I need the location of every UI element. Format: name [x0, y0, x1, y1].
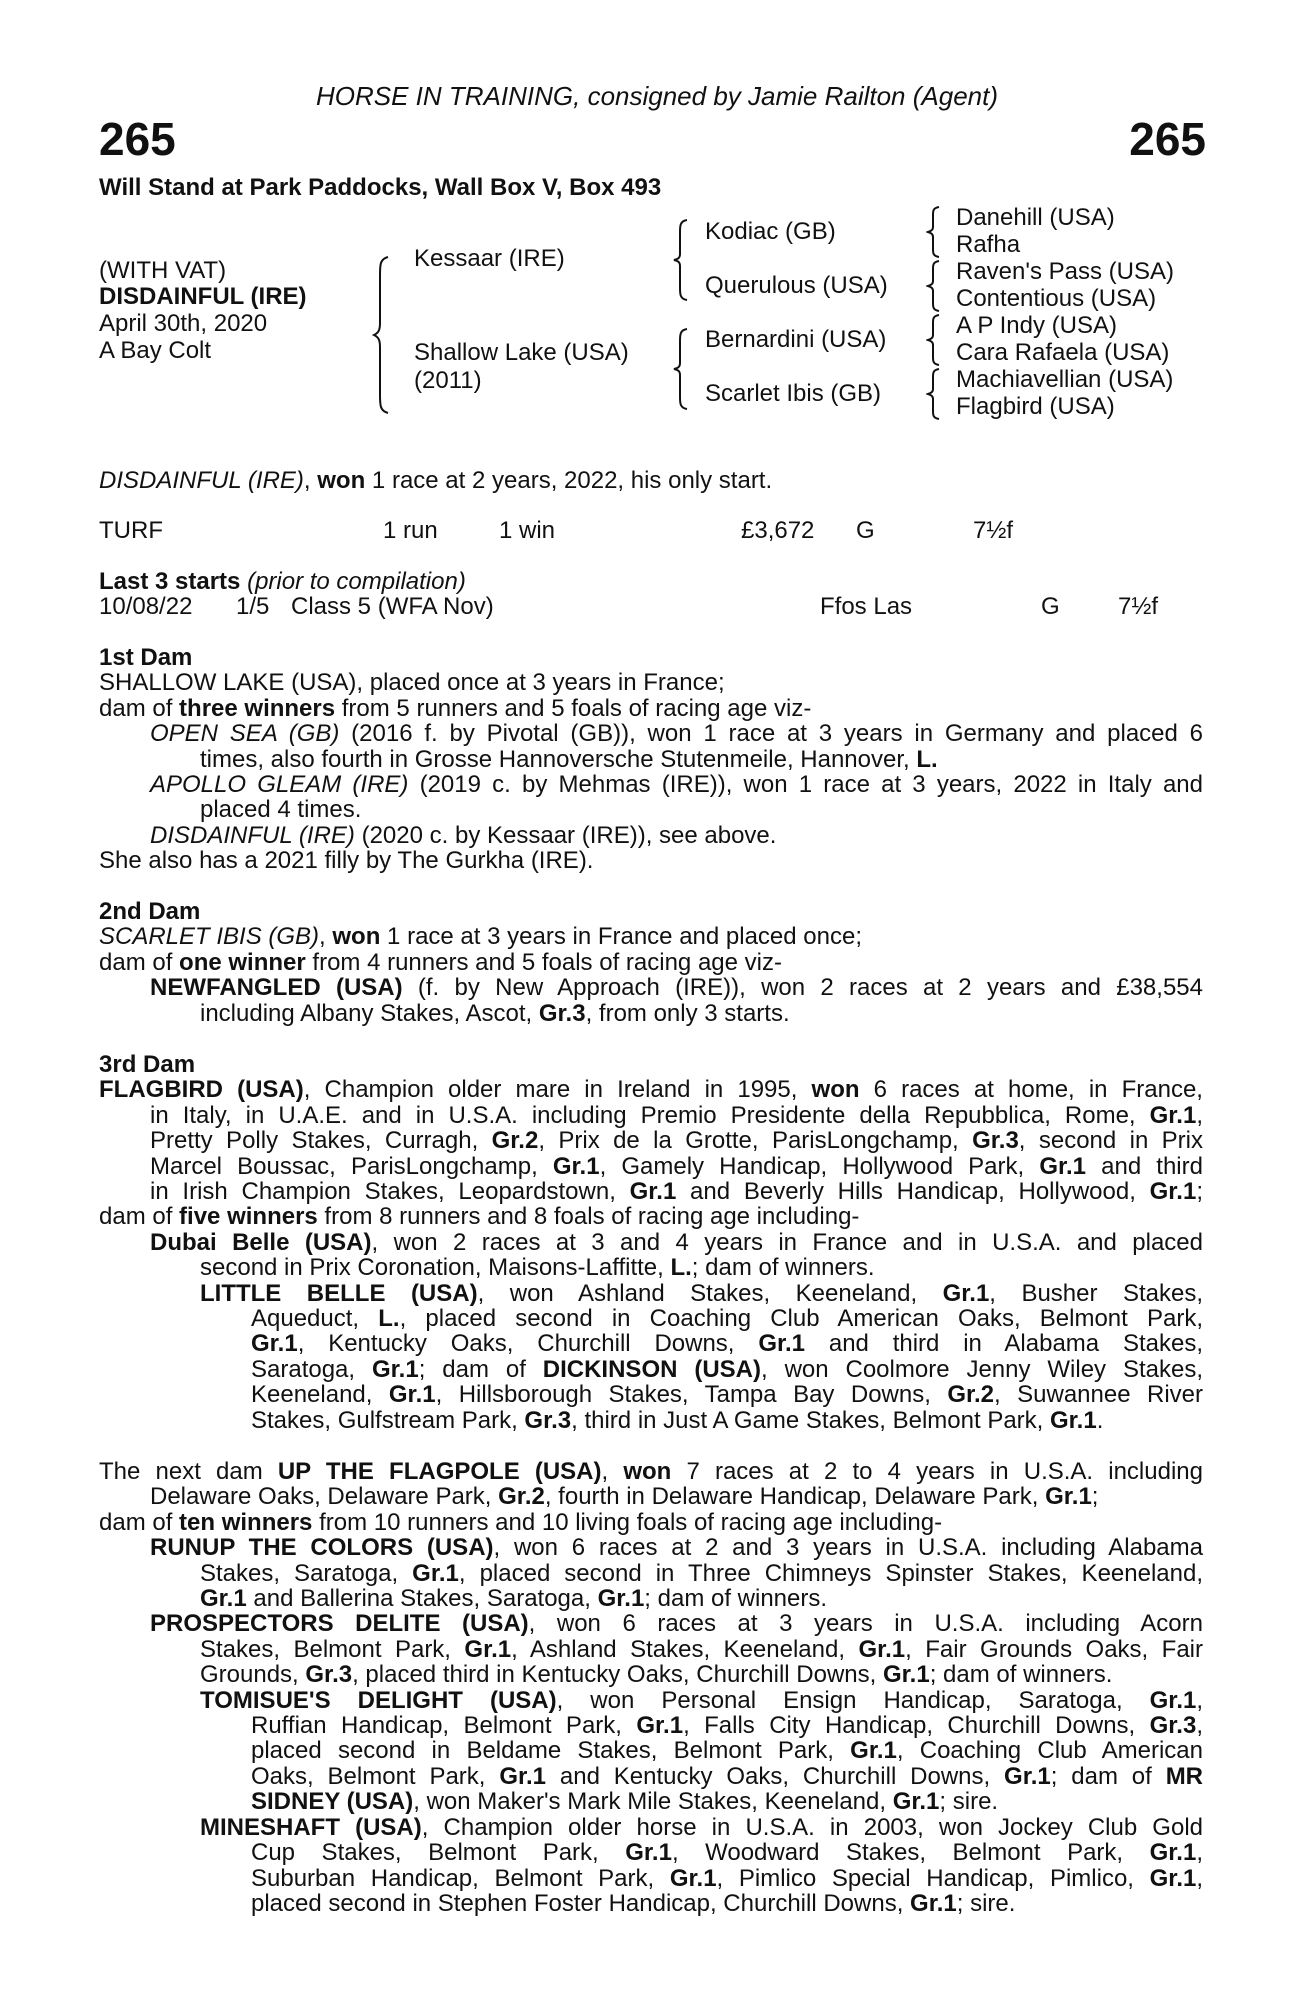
- record-prize: £3,672: [741, 517, 815, 544]
- first-dam-line: She also has a 2021 filly by The Gurkha (IRE).: [99, 847, 594, 875]
- brace-sire-parents: [672, 218, 690, 302]
- third-dam-line: Gr.1, Kentucky Oaks, Churchill Downs, Gr.1 and third in Alabama Stakes,: [251, 1330, 1204, 1358]
- gp-dsd: Cara Rafaela (USA): [956, 339, 1170, 366]
- sire-dam: Querulous (USA): [705, 272, 888, 299]
- third-dam-line: Saratoga, Gr.1; dam of DICKINSON (USA), won Coolmore Jenny Wiley Stakes,: [251, 1355, 1203, 1383]
- next-dam-line: The next dam UP THE FLAGPOLE (USA), won 7 races at 2 to 4 years in U.S.A. including: [99, 1458, 1203, 1485]
- gp-sdd: Contentious (USA): [956, 285, 1157, 312]
- next-dam-line: Stakes, Belmont Park, Gr.1, Ashland Stakes, Keeneland, Gr.1, Fair Grounds Oaks, Fair: [200, 1635, 1203, 1663]
- first-dam-line: dam of three winners from 5 runners and 5 foals of racing age viz-: [99, 694, 812, 722]
- horse-description: A Bay Colt: [99, 337, 212, 364]
- first-dam-line: OPEN SEA (GB) (2016 f. by Pivotal (GB)), won 1 race at 3 years in Germany and placed 6: [150, 720, 1203, 748]
- first-dam-line: SHALLOW LAKE (USA), placed once at 3 years in France;: [99, 669, 725, 697]
- third-dam-line: Stakes, Gulfstream Park, Gr.3, third in Just A Game Stakes, Belmont Park, Gr.1.: [251, 1406, 1104, 1434]
- second-dam-line: NEWFANGLED (USA) (f. by New Approach (IRE)), won 2 races at 2 years and £38,554: [150, 974, 1203, 1002]
- next-dam-line: placed second in Beldame Stakes, Belmont Park, Gr.1, Coaching Club American: [251, 1737, 1203, 1765]
- dam-year: (2011): [414, 367, 482, 394]
- brace-dam-parents: [672, 327, 690, 411]
- next-dam-line: Delaware Oaks, Delaware Park, Gr.2, fourth in Delaware Handicap, Delaware Park, Gr.1;: [150, 1483, 1099, 1511]
- next-dam-line: Oaks, Belmont Park, Gr.1 and Kentucky Oaks, Churchill Downs, Gr.1; dam of MR: [251, 1762, 1204, 1790]
- consignment-heading: HORSE IN TRAINING, consigned by Jamie Railton (Agent): [315, 81, 999, 111]
- third-dam-heading: 3rd Dam: [99, 1051, 196, 1078]
- first-dam-line: placed 4 times.: [200, 796, 362, 824]
- gp-dss: A P Indy (USA): [956, 312, 1117, 339]
- gp-sds: Raven's Pass (USA): [956, 258, 1174, 285]
- next-dam-line: MINESHAFT (USA), Champion older horse in U.S.A. in 2003, won Jockey Club Gold: [200, 1813, 1203, 1841]
- lot-number-right: 265: [1129, 113, 1206, 165]
- start-course: Ffos Las: [820, 593, 913, 620]
- second-dam-line: SCARLET IBIS (GB), won 1 race at 3 years in France and placed once;: [99, 923, 863, 951]
- dam: Shallow Lake (USA): [414, 339, 629, 366]
- summary-won: won: [317, 467, 366, 494]
- next-dam-line: RUNUP THE COLORS (USA), won 6 races at 2 and 3 years in U.S.A. including Alabama: [150, 1534, 1203, 1562]
- third-dam-line: Marcel Boussac, ParisLongchamp, Gr.1, Gamely Handicap, Hollywood Park, Gr.1 and third: [150, 1152, 1203, 1180]
- stand-location: Will Stand at Park Paddocks, Wall Box V, Box 493: [99, 174, 662, 201]
- gp-sss: Danehill (USA): [956, 204, 1115, 231]
- next-dam-line: Ruffian Handicap, Belmont Park, Gr.1, Falls City Handicap, Churchill Downs, Gr.3,: [251, 1712, 1203, 1740]
- record-going: G: [856, 517, 875, 544]
- first-dam-line: times, also fourth in Grosse Hannoversche Stutenmeile, Hannover, L.: [200, 745, 938, 773]
- start-going: G: [1041, 593, 1060, 620]
- start-date: 10/08/22: [99, 593, 193, 620]
- next-dam-line: PROSPECTORS DELITE (USA), won 6 races at 3 years in U.S.A. including Acorn: [150, 1610, 1203, 1638]
- last-starts-note: (prior to compilation): [247, 568, 466, 595]
- horse-name: DISDAINFUL (IRE): [99, 283, 307, 310]
- dam-sire: Bernardini (USA): [705, 326, 887, 353]
- record-runs: 1 run: [383, 517, 438, 544]
- next-dam-line: Grounds, Gr.3, placed third in Kentucky Oaks, Churchill Downs, Gr.1; dam of winners.: [200, 1661, 1113, 1689]
- brace-gp4: [926, 367, 942, 421]
- brace-gp3: [926, 313, 942, 367]
- next-dam-line: Gr.1 and Ballerina Stakes, Saratoga, Gr.1; dam of winners.: [200, 1585, 828, 1613]
- foaling-date: April 30th, 2020: [99, 310, 268, 337]
- next-dam-line: Stakes, Saratoga, Gr.1, placed second in Three Chimneys Spinster Stakes, Keeneland,: [200, 1559, 1204, 1587]
- record-distance: 7½f: [973, 517, 1014, 544]
- sire-sire: Kodiac (GB): [705, 218, 836, 245]
- third-dam-line: Aqueduct, L., placed second in Coaching Club American Oaks, Belmont Park,: [251, 1305, 1203, 1333]
- start-distance: 7½f: [1118, 593, 1159, 620]
- lot-number-left: 265: [99, 113, 176, 165]
- third-dam-line: Pretty Polly Stakes, Curragh, Gr.2, Prix de la Grotte, ParisLongchamp, Gr.3, second in Prix: [150, 1127, 1203, 1155]
- third-dam-line: Keeneland, Gr.1, Hillsborough Stakes, Tampa Bay Downs, Gr.2, Suwannee River: [251, 1381, 1204, 1409]
- brace-sire-dam: [372, 255, 392, 415]
- second-dam-section: [99, 899, 1203, 1026]
- third-dam-line: Dubai Belle (USA), won 2 races at 3 and 4 years in France and in U.S.A. and placed: [150, 1228, 1204, 1256]
- last-starts-title: Last 3 starts: [99, 568, 241, 595]
- second-dam-line: dam of one winner from 4 runners and 5 foals of racing age viz-: [99, 948, 782, 976]
- brace-gp1: [926, 205, 942, 259]
- dam-dam: Scarlet Ibis (GB): [705, 380, 882, 407]
- next-dam-line: Suburban Handicap, Belmont Park, Gr.1, Pimlico Special Handicap, Pimlico, Gr.1,: [251, 1864, 1204, 1892]
- first-dam-line: APOLLO GLEAM (IRE) (2019 c. by Mehmas (IRE)), won 1 race at 3 years, 2022 in Italy and: [150, 771, 1203, 799]
- third-dam-section: [99, 1052, 1203, 1433]
- third-dam-line: in Irish Champion Stakes, Leopardstown, Gr.1 and Beverly Hills Handicap, Hollywood, Gr.1;: [150, 1178, 1203, 1206]
- third-dam-line: second in Prix Coronation, Maisons-Laffitte, L.; dam of winners.: [200, 1254, 875, 1282]
- brace-gp2: [926, 259, 942, 313]
- record-wins: 1 win: [499, 517, 556, 544]
- gp-ssd: Rafha: [956, 231, 1021, 258]
- race-summary: DISDAINFUL (IRE), won 1 race at 2 years, 2022, his only start.: [99, 467, 773, 494]
- third-dam-line: FLAGBIRD (USA), Champion older mare in Ireland in 1995, won 6 races at home, in France,: [99, 1076, 1203, 1104]
- record-surface: TURF: [99, 517, 163, 544]
- first-dam-section: [99, 645, 1203, 874]
- first-dam-line: DISDAINFUL (IRE) (2020 c. by Kessaar (IRE)), see above.: [150, 821, 777, 849]
- summary-horse: DISDAINFUL (IRE): [99, 467, 304, 494]
- sire: Kessaar (IRE): [414, 245, 565, 272]
- vat-note: (WITH VAT): [99, 257, 227, 284]
- second-dam-line: including Albany Stakes, Ascot, Gr.3, from only 3 starts.: [200, 999, 790, 1027]
- next-dam-line: TOMISUE'S DELIGHT (USA), won Personal Ensign Handicap, Saratoga, Gr.1,: [200, 1686, 1204, 1714]
- next-dam-section: [99, 1459, 1203, 1916]
- second-dam-heading: 2nd Dam: [99, 898, 201, 925]
- next-dam-line: SIDNEY (USA), won Maker's Mark Mile Stakes, Keeneland, Gr.1; sire.: [251, 1788, 999, 1816]
- next-dam-line: Cup Stakes, Belmont Park, Gr.1, Woodward Stakes, Belmont Park, Gr.1,: [251, 1839, 1203, 1867]
- next-dam-line: placed second in Stephen Foster Handicap, Churchill Downs, Gr.1; sire.: [251, 1889, 1016, 1917]
- first-dam-heading: 1st Dam: [99, 644, 193, 671]
- start-position: 1/5: [236, 593, 270, 620]
- third-dam-line: LITTLE BELLE (USA), won Ashland Stakes, Keeneland, Gr.1, Busher Stakes,: [200, 1279, 1204, 1307]
- summary-rest: 1 race at 2 years, 2022, his only start.: [365, 467, 773, 494]
- third-dam-line: in Italy, in U.A.E. and in U.S.A. including Premio Presidente della Repubblica, Rome, Gr.1,: [150, 1101, 1203, 1129]
- next-dam-line: dam of ten winners from 10 runners and 10 living foals of racing age including-: [99, 1508, 943, 1536]
- last-starts-heading: [99, 569, 466, 594]
- gp-dds: Machiavellian (USA): [956, 366, 1174, 393]
- gp-ddd: Flagbird (USA): [956, 393, 1115, 420]
- third-dam-line: dam of five winners from 8 runners and 8 foals of racing age including-: [99, 1203, 860, 1231]
- start-class: Class 5 (WFA Nov): [291, 593, 494, 620]
